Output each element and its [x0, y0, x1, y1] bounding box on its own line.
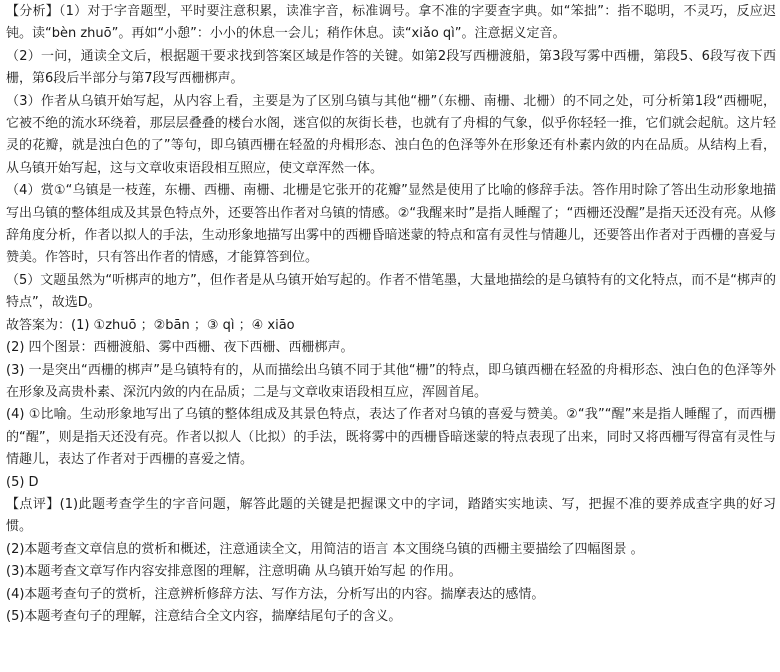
answer-item-4: (4) ①比喻。生动形象地写出了乌镇的整体组成及其景色特点，表达了作者对乌镇的喜爱与赞美。②“我”“醒”来是指人睡醒了，而西栅的“醒”，则是指天还没有亮。作者以拟人（比拟）的手法，既将雾中的西栅昏暗迷蒙的特点表现了出来，同时又将西栅写得富有灵性与情趣儿，表达了作者对于西栅的喜爱之情。 [6, 407, 776, 468]
comment-paragraph-3: (3)本题考查文章写作内容安排意图的理解，注意明确 从乌镇开始写起 的作用。 [6, 564, 462, 580]
analysis-paragraph-2: （2）一问，通读全文后，根据题干要求找到答案区域是作答的关键。如第2段写西栅渡船，第3段写雾中西栅，第段5、6段写夜下西栅，第6段后半部分与第7段写西栅梆声。 [6, 48, 776, 87]
comment-paragraph-2: (2)本题考查文章信息的赏析和概述，注意通读全文，用简洁的语言 本文围绕乌镇的西栅主要描绘了四幅图景 。 [6, 541, 644, 557]
answer-heading: 故答案为：(1) ①zhuō ；②bān ；③ qì ；④ xiāo [6, 317, 295, 333]
answer-section [6, 315, 776, 494]
analysis-paragraph-3: （3）作者从乌镇开始写起，从内容上看，主要是为了区别乌镇与其他“栅”（东栅、南栅、北栅）的不同之处，可分析第1段“西栅呢，它被不绝的流水环绕着，那层层叠叠的楼台水阁，迷宫似的灰街长巷，也就有了舟楫的气象，似乎你轻轻一推，它们就会起航。这片轻灵的花瓣，就是浊白色的了”等句，即乌镇西栅在轻盈的舟楫形态、浊白色的色泽等外在形象还有朴素内敛的内在品质。从结构上看，从乌镇开始写起，这与文章收束语段相互照应，使文章浑然一体。 [6, 93, 776, 176]
analysis-paragraph-4: （4）赏①“乌镇是一枝莲，东栅、西栅、南栅、北栅是它张开的花瓣”显然是使用了比喻的修辞手法。答作用时除了答出生动形象地描写出乌镇的整体组成及其景色特点外，还要答出作者对乌镇的情感。②“我醒来时”是指人睡醒了；“西栅还没醒”是指天还没有亮。从修辞角度分析，作者以拟人的手法，生动形象地描写出雾中的西栅昏暗迷蒙的特点和富有灵性与情趣儿，还要答出作者对于西栅的喜爱与赞美。作答时，只有答出作者的情感，才能算答到位。 [6, 183, 776, 266]
analysis-section [6, 1, 776, 315]
analysis-paragraph-5: （5）文题虽然为“听梆声的地方”，但作者是从乌镇开始写起的。作者不惜笔墨，大量地描绘的是乌镇特有的文化特点，而不是“梆声的特点”，故选D。 [6, 272, 776, 311]
comment-section [6, 494, 776, 628]
comment-paragraph-1: 【点评】(1)此题考查学生的字音问题，解答此题的关键是把握课文中的字词，踏踏实实地读、写，把握不准的要养成查字典的好习惯。 [6, 496, 776, 535]
comment-paragraph-4: (4)本题考查句子的赏析，注意辨析修辞方法、写作方法，分析写出的内容。揣摩表达的感情。 [6, 586, 545, 602]
answer-item-3: (3) 一是突出“西栅的梆声”是乌镇特有的，从而描绘出乌镇不同于其他“栅”的特点，即乌镇西栅在轻盈的舟楫形态、浊白色的色泽等外在形象及高贵朴素、深沉内敛的内在品质；二是与文章收束语段相互应，浑圆首尾。 [6, 362, 776, 400]
analysis-paragraph-1: 【分析】（1）对于字音题型，平时要注意积累，读准字音，标准调号。拿不准的字要查字典。如“笨拙”：指不聪明，不灵巧，反应迟钝。读“bèn zhuō”。再如“小憩”：小小的休息一会儿；稍作休息。读“xiǎo qì”。注意据义定音。 [6, 4, 776, 42]
answer-item-2: (2) 四个图景：西栅渡船、雾中西栅、夜下西栅、西栅梆声。 [6, 340, 354, 356]
answer-item-5: (5) D [6, 474, 39, 490]
comment-paragraph-5: (5)本题考查句子的理解，注意结合全文内容，揣摩结尾句子的含义。 [6, 608, 402, 624]
